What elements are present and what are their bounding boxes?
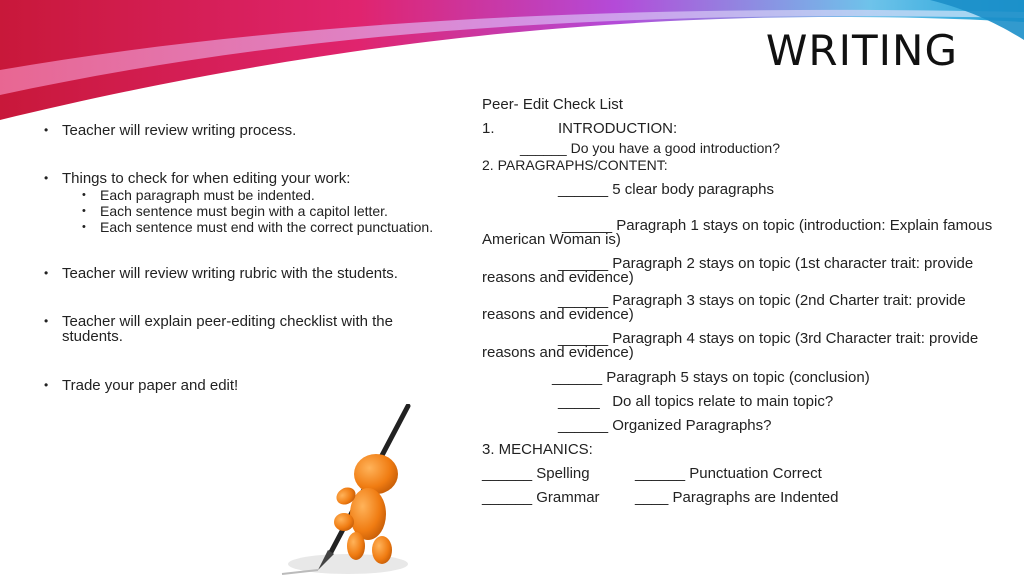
sub-list-item: • Each sentence must end with the correct punctuation. [42, 221, 442, 234]
checklist-item: ______ Paragraph 5 stays on topic (conclusion) [552, 369, 870, 386]
section-title: INTRODUCTION: [558, 120, 678, 137]
checklist-item: ______ Paragraph 4 stays on topic (3rd Character trait: provide reasons and evidence) [482, 330, 979, 361]
checklist-item: ______ Grammar [482, 489, 600, 506]
checklist-heading: Peer- Edit Check List [482, 96, 623, 113]
checklist-item: ______ Organized Paragraphs? [558, 417, 772, 434]
checklist-item: ______ Spelling [482, 465, 590, 482]
checklist-item: ______ 5 clear body paragraphs [558, 181, 774, 198]
checklist-item: ______ Do you have a good introduction? [520, 140, 780, 156]
figure-with-pen-illustration [278, 404, 418, 576]
section-title: 2. PARAGRAPHS/CONTENT: [482, 157, 668, 173]
page-title: WRITING [765, 26, 958, 75]
list-item: • Trade your paper and edit! [42, 378, 442, 393]
checklist-item: ____ Paragraphs are Indented [635, 489, 839, 506]
checklist-item: ______ Paragraph 3 stays on topic (2nd Charter trait: provide reasons and evidence) [482, 292, 966, 323]
list-item: • Teacher will review writing process. [42, 123, 442, 138]
teacher-list [42, 120, 442, 393]
list-item: • Things to check for when editing your work: [42, 171, 442, 186]
sub-list-item: • Each sentence must begin with a capitol letter. [42, 205, 442, 218]
sub-list-item: • Each paragraph must be indented. [42, 189, 442, 202]
section-title: 3. MECHANICS: [482, 441, 593, 458]
list-item: • Teacher will explain peer-editing checklist with the students. [42, 314, 442, 344]
section-number: 1. [482, 120, 495, 137]
checklist-item: ______ Punctuation Correct [635, 465, 822, 482]
checklist-item: _____ Do all topics relate to main topic? [558, 393, 834, 410]
list-item: • Teacher will review writing rubric with the students. [42, 266, 442, 281]
checklist-item: ______ Paragraph 1 stays on topic (introduction: Explain famous American Woman is) [482, 217, 993, 248]
checklist-item: ______ Paragraph 2 stays on topic (1st character trait: provide reasons and evidence) [482, 255, 974, 286]
